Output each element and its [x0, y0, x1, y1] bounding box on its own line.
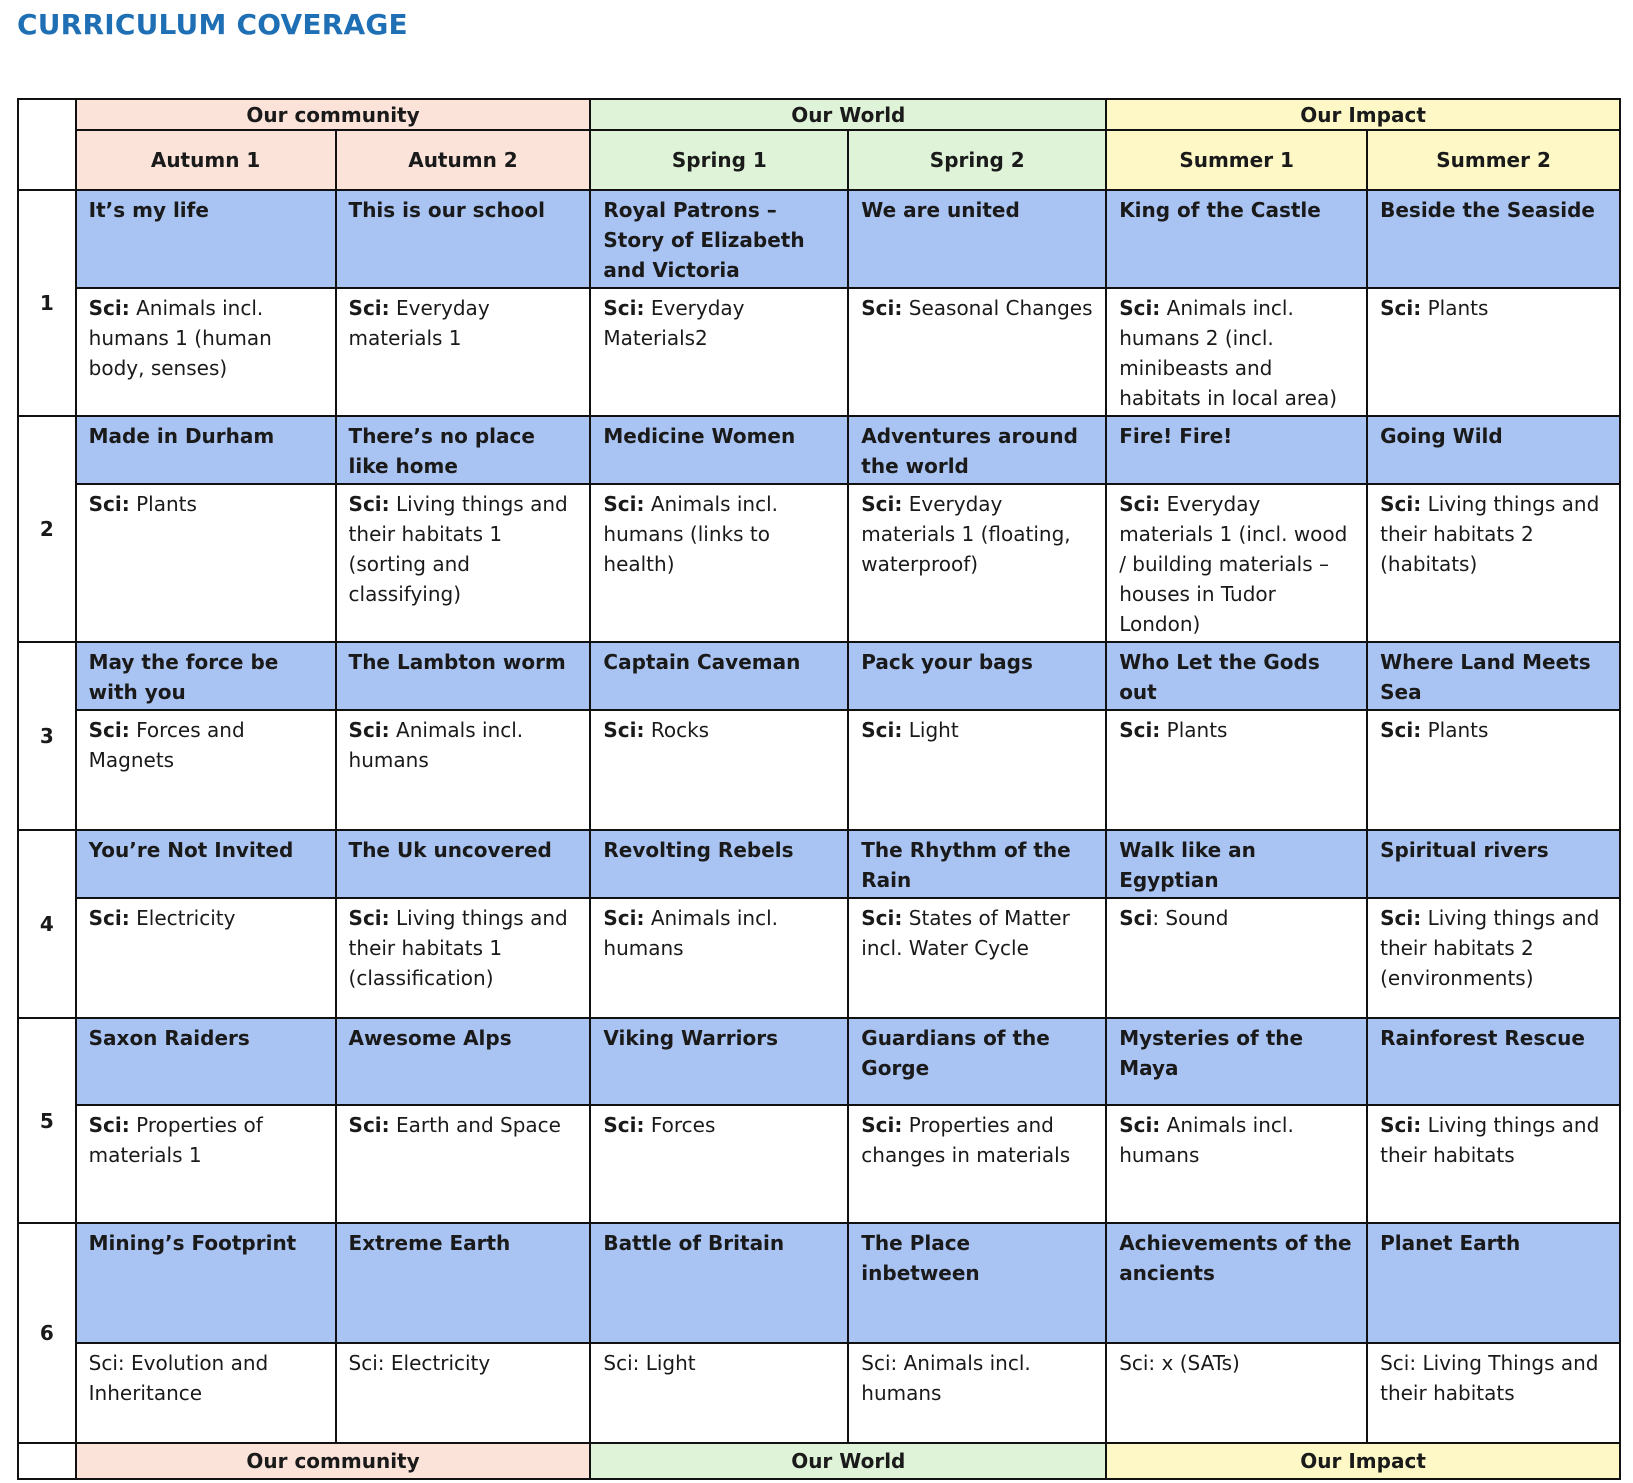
topic-cell: Saxon Raiders [76, 1018, 336, 1105]
science-text: States of Matter incl. Water Cycle [861, 906, 1070, 960]
science-label: Sci: [88, 718, 130, 742]
year-topic-row [18, 642, 1620, 710]
science-cell [590, 484, 848, 642]
science-text: Plants [129, 492, 197, 516]
science-label: Sci: [1380, 492, 1422, 516]
science-cell [590, 710, 848, 830]
curriculum-table [17, 98, 1621, 1480]
science-cell [1367, 898, 1620, 1018]
science-cell [1106, 1105, 1367, 1223]
science-cell [848, 484, 1106, 642]
term-summer-2: Summer 2 [1367, 130, 1620, 190]
science-text: Earth and Space [389, 1113, 561, 1137]
year-topic-row [18, 1018, 1620, 1105]
science-cell [1367, 1105, 1620, 1223]
science-label: Sci: [861, 718, 903, 742]
science-label: Sci: [88, 1113, 130, 1137]
science-text: Everyday Materials2 [603, 296, 745, 350]
science-cell [1367, 484, 1620, 642]
science-text: Sci: Electricity [348, 1351, 491, 1375]
science-text: Living things and their habitats 1 (classification) [348, 906, 568, 990]
year-science-row [18, 898, 1620, 1018]
year-science-row [18, 1105, 1620, 1223]
science-text: Sci: Animals incl. humans [861, 1351, 1031, 1405]
term-autumn-1: Autumn 1 [76, 130, 336, 190]
term-autumn-2: Autumn 2 [336, 130, 591, 190]
science-text: Light [902, 718, 959, 742]
science-text: Animals incl. humans 1 (human body, senses) [88, 296, 272, 380]
table-body [18, 99, 1620, 1479]
science-cell [590, 1105, 848, 1223]
science-text: Sci: Evolution and Inheritance [88, 1351, 269, 1405]
science-text: Living things and their habitats [1380, 1113, 1600, 1167]
footer-theme-our-world: Our World [590, 1443, 1106, 1479]
science-cell [76, 288, 336, 416]
science-cell [1106, 1343, 1367, 1443]
science-label: Sci: [603, 718, 645, 742]
science-cell [848, 1343, 1106, 1443]
year-topic-row [18, 190, 1620, 288]
topic-cell: You’re Not Invited [76, 830, 336, 898]
science-label: Sci: [88, 906, 130, 930]
science-text: Living things and their habitats 2 (environments) [1380, 906, 1600, 990]
science-cell [1106, 484, 1367, 642]
science-label: Sci: [1119, 296, 1161, 320]
science-cell [590, 898, 848, 1018]
science-cell [76, 1343, 336, 1443]
science-label: Sci: [1380, 718, 1422, 742]
science-cell [336, 484, 591, 642]
topic-cell: There’s no place like home [336, 416, 591, 484]
science-text: Animals incl. humans [348, 718, 524, 772]
science-label: Sci: [1380, 296, 1422, 320]
science-text: Plants [1421, 296, 1489, 320]
science-label: Sci: [88, 492, 130, 516]
science-text: Plants [1160, 718, 1228, 742]
year-label: 2 [18, 416, 76, 642]
footer-corner-cell [18, 1443, 76, 1479]
science-text: Living things and their habitats 1 (sorting and classifying) [348, 492, 568, 606]
science-text: Animals incl. humans [1119, 1113, 1294, 1167]
year-science-row [18, 710, 1620, 830]
science-cell [848, 1105, 1106, 1223]
term-header-row [18, 130, 1620, 190]
corner-cell [18, 99, 76, 190]
science-text: Animals incl. humans 2 (incl. minibeasts and habitats in local area) [1119, 296, 1338, 410]
science-text: : Sound [1152, 906, 1229, 930]
science-text: Properties of materials 1 [88, 1113, 263, 1167]
topic-cell: May the force be with you [76, 642, 336, 710]
science-label: Sci: [861, 492, 903, 516]
science-text: Sci: Light [603, 1351, 696, 1375]
theme-our-impact: Our Impact [1106, 99, 1620, 130]
science-cell [336, 1343, 591, 1443]
term-spring-2: Spring 2 [848, 130, 1106, 190]
term-summer-1: Summer 1 [1106, 130, 1367, 190]
topic-cell: Adventures around the world [848, 416, 1106, 484]
topic-cell: Achievements of the ancients [1106, 1223, 1367, 1343]
theme-header-row [18, 99, 1620, 130]
page-title: CURRICULUM COVERAGE [17, 8, 408, 41]
science-cell [1367, 288, 1620, 416]
year-topic-row [18, 830, 1620, 898]
science-cell [1367, 1343, 1620, 1443]
science-cell [76, 710, 336, 830]
science-label: Sci: [603, 1113, 645, 1137]
science-label: Sci: [1119, 1113, 1161, 1137]
science-label: Sci [1119, 906, 1153, 930]
science-text: Forces [644, 1113, 716, 1137]
theme-our-community: Our community [76, 99, 591, 130]
science-cell [1106, 898, 1367, 1018]
topic-cell: Battle of Britain [590, 1223, 848, 1343]
science-text: Forces and Magnets [88, 718, 245, 772]
science-text: Everyday materials 1 (floating, waterproof) [861, 492, 1071, 576]
science-text: Animals incl. humans [603, 906, 779, 960]
topic-cell: Made in Durham [76, 416, 336, 484]
topic-cell: Captain Caveman [590, 642, 848, 710]
topic-cell: Revolting Rebels [590, 830, 848, 898]
topic-cell: Rainforest Rescue [1367, 1018, 1620, 1105]
year-topic-row [18, 416, 1620, 484]
topic-cell: Royal Patrons – Story of Elizabeth and Victoria [590, 190, 848, 288]
science-label: Sci: [603, 296, 645, 320]
science-cell [76, 484, 336, 642]
year-topic-row [18, 1223, 1620, 1343]
science-cell [1367, 710, 1620, 830]
year-label: 1 [18, 190, 76, 416]
topic-cell: King of the Castle [1106, 190, 1367, 288]
science-text: Electricity [129, 906, 236, 930]
footer-theme-our-community: Our community [76, 1443, 591, 1479]
term-spring-1: Spring 1 [590, 130, 848, 190]
topic-cell: Guardians of the Gorge [848, 1018, 1106, 1105]
science-text: Living things and their habitats 2 (habitats) [1380, 492, 1600, 576]
footer-theme-our-impact: Our Impact [1106, 1443, 1620, 1479]
theme-footer-row [18, 1443, 1620, 1479]
science-text: Everyday materials 1 (incl. wood / building materials – houses in Tudor London) [1119, 492, 1348, 636]
science-label: Sci: [603, 492, 645, 516]
year-label: 5 [18, 1018, 76, 1223]
science-text: Everyday materials 1 [348, 296, 490, 350]
topic-cell: Viking Warriors [590, 1018, 848, 1105]
topic-cell: Walk like an Egyptian [1106, 830, 1367, 898]
topic-cell: The Place inbetween [848, 1223, 1106, 1343]
topic-cell: Where Land Meets Sea [1367, 642, 1620, 710]
science-text: Animals incl. humans (links to health) [603, 492, 779, 576]
science-label: Sci: [1380, 1113, 1422, 1137]
year-label: 3 [18, 642, 76, 830]
science-text: Rocks [644, 718, 710, 742]
science-cell [848, 288, 1106, 416]
topic-cell: Medicine Women [590, 416, 848, 484]
topic-cell: The Uk uncovered [336, 830, 591, 898]
science-cell [590, 1343, 848, 1443]
topic-cell: Awesome Alps [336, 1018, 591, 1105]
science-cell [336, 898, 591, 1018]
topic-cell: Fire! Fire! [1106, 416, 1367, 484]
topic-cell: Who Let the Gods out [1106, 642, 1367, 710]
science-label: Sci: [861, 1113, 903, 1137]
topic-cell: Pack your bags [848, 642, 1106, 710]
science-cell [336, 1105, 591, 1223]
topic-cell: Spiritual rivers [1367, 830, 1620, 898]
science-cell [76, 898, 336, 1018]
science-cell [76, 1105, 336, 1223]
topic-cell: This is our school [336, 190, 591, 288]
year-label: 6 [18, 1223, 76, 1443]
topic-cell: We are united [848, 190, 1106, 288]
science-text: Plants [1421, 718, 1489, 742]
science-text: Seasonal Changes [902, 296, 1093, 320]
theme-our-world: Our World [590, 99, 1106, 130]
science-cell [590, 288, 848, 416]
science-cell [848, 710, 1106, 830]
science-label: Sci: [1380, 906, 1422, 930]
year-science-row [18, 288, 1620, 416]
science-label: Sci: [348, 492, 390, 516]
science-label: Sci: [348, 1113, 390, 1137]
year-label: 4 [18, 830, 76, 1018]
year-science-row [18, 484, 1620, 642]
science-text: Sci: x (SATs) [1119, 1351, 1240, 1375]
topic-cell: The Lambton worm [336, 642, 591, 710]
topic-cell: Mining’s Footprint [76, 1223, 336, 1343]
science-cell [848, 898, 1106, 1018]
science-label: Sci: [861, 906, 903, 930]
science-cell [336, 288, 591, 416]
science-text: Properties and changes in materials [861, 1113, 1071, 1167]
science-cell [336, 710, 591, 830]
topic-cell: Mysteries of the Maya [1106, 1018, 1367, 1105]
science-label: Sci: [348, 906, 390, 930]
topic-cell: Beside the Seaside [1367, 190, 1620, 288]
topic-cell: It’s my life [76, 190, 336, 288]
topic-cell: Planet Earth [1367, 1223, 1620, 1343]
science-cell [1106, 288, 1367, 416]
year-science-row [18, 1343, 1620, 1443]
topic-cell: Going Wild [1367, 416, 1620, 484]
science-label: Sci: [1119, 718, 1161, 742]
topic-cell: Extreme Earth [336, 1223, 591, 1343]
science-label: Sci: [861, 296, 903, 320]
science-text: Sci: Living Things and their habitats [1380, 1351, 1599, 1405]
science-label: Sci: [88, 296, 130, 320]
topic-cell: The Rhythm of the Rain [848, 830, 1106, 898]
science-label: Sci: [603, 906, 645, 930]
science-label: Sci: [348, 718, 390, 742]
science-label: Sci: [1119, 492, 1161, 516]
science-label: Sci: [348, 296, 390, 320]
science-cell [1106, 710, 1367, 830]
